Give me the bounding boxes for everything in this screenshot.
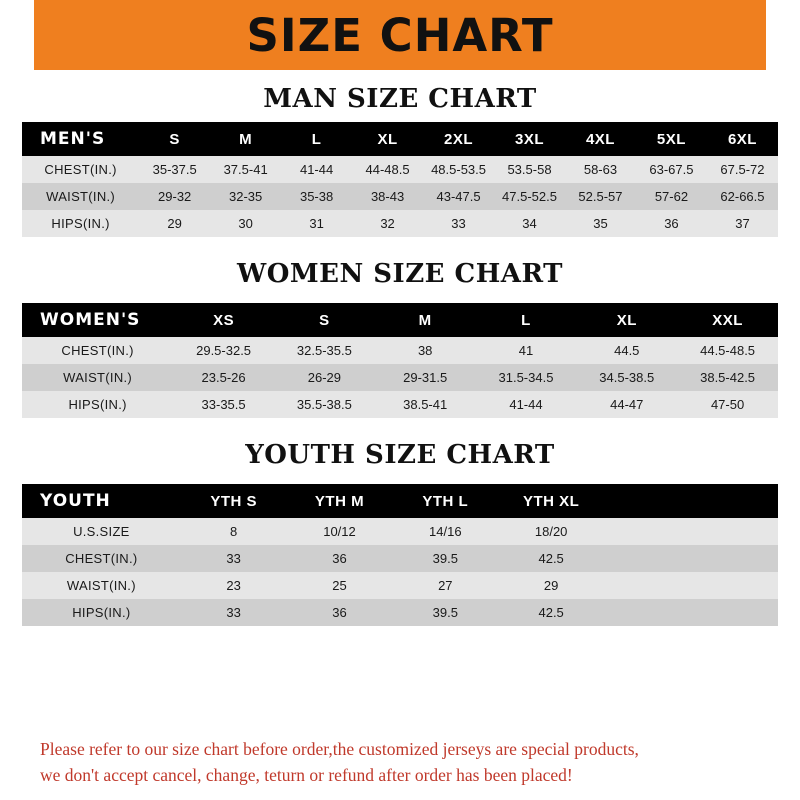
table-header-row [22,484,778,518]
men-size-table [22,122,778,237]
youth-chest-s: 33 [181,545,287,572]
table-row [22,210,778,237]
men-hips-l: 31 [281,210,352,237]
men-waist-2xl: 43-47.5 [423,183,494,210]
women-hips-label: HIPS(IN.) [22,391,173,418]
men-header-4xl: 4XL [565,122,636,156]
women-header-l: L [476,303,577,337]
youth-waist-label: WAIST(IN.) [22,572,181,599]
table-row [22,545,778,572]
men-waist-3xl: 47.5-52.5 [494,183,565,210]
women-chest-xxl: 44.5-48.5 [677,337,778,364]
page-title: SIZE CHART [246,8,554,62]
table-row [22,391,778,418]
men-waist-label: WAIST(IN.) [22,183,139,210]
women-waist-xs: 23.5-26 [173,364,274,391]
footer-line-1: Please refer to our size chart before order,the customized jerseys are special products, [40,739,639,760]
women-header-xxl: XXL [677,303,778,337]
youth-waist-xl: 29 [498,572,604,599]
men-chest-s: 35-37.5 [139,156,210,183]
men-hips-xl: 32 [352,210,423,237]
women-waist-s: 26-29 [274,364,375,391]
women-size-table [22,303,778,418]
youth-ussize-l: 14/16 [392,518,498,545]
women-chest-label: CHEST(IN.) [22,337,173,364]
men-waist-s: 29-32 [139,183,210,210]
men-hips-m: 30 [210,210,281,237]
youth-header-label: YOUTH [22,484,181,518]
youth-waist-s: 23 [181,572,287,599]
women-waist-xl: 34.5-38.5 [576,364,677,391]
women-header-s: S [274,303,375,337]
women-header-m: M [375,303,476,337]
women-hips-xl: 44-47 [576,391,677,418]
header-band [0,0,800,70]
youth-header-l: YTH L [392,484,498,518]
table-row [22,572,778,599]
youth-chest-l: 39.5 [392,545,498,572]
table-row [22,364,778,391]
men-header-2xl: 2XL [423,122,494,156]
men-waist-5xl: 57-62 [636,183,707,210]
table-row [22,599,778,626]
youth-ussize-m: 10/12 [287,518,393,545]
youth-chest-m: 36 [287,545,393,572]
men-hips-6xl: 37 [707,210,778,237]
youth-ussize-label: U.S.SIZE [22,518,181,545]
men-waist-xl: 38-43 [352,183,423,210]
men-chest-m: 37.5-41 [210,156,281,183]
youth-hips-blank [604,599,778,626]
women-chest-s: 32.5-35.5 [274,337,375,364]
women-hips-s: 35.5-38.5 [274,391,375,418]
table-row [22,183,778,210]
table-header-row [22,122,778,156]
women-waist-xxl: 38.5-42.5 [677,364,778,391]
men-hips-s: 29 [139,210,210,237]
men-header-label: MEN'S [22,122,139,156]
table-row [22,518,778,545]
men-chest-2xl: 48.5-53.5 [423,156,494,183]
youth-chest-xl: 42.5 [498,545,604,572]
men-header-5xl: 5XL [636,122,707,156]
men-header-l: L [281,122,352,156]
men-chest-label: CHEST(IN.) [22,156,139,183]
table-row [22,337,778,364]
youth-waist-blank [604,572,778,599]
men-header-s: S [139,122,210,156]
youth-hips-label: HIPS(IN.) [22,599,181,626]
youth-header-m: YTH M [287,484,393,518]
men-waist-6xl: 62-66.5 [707,183,778,210]
men-chest-4xl: 58-63 [565,156,636,183]
youth-waist-m: 25 [287,572,393,599]
women-header-xl: XL [576,303,677,337]
table-header-row [22,303,778,337]
youth-ussize-xl: 18/20 [498,518,604,545]
women-waist-l: 31.5-34.5 [476,364,577,391]
women-header-label: WOMEN'S [22,303,173,337]
men-chest-3xl: 53.5-58 [494,156,565,183]
youth-hips-xl: 42.5 [498,599,604,626]
men-chest-5xl: 63-67.5 [636,156,707,183]
women-chest-m: 38 [375,337,476,364]
men-hips-label: HIPS(IN.) [22,210,139,237]
men-header-6xl: 6XL [707,122,778,156]
footer-line-2: we don't accept cancel, change, teturn or refund after order has been placed! [40,764,573,785]
table-row [22,156,778,183]
youth-ussize-blank [604,518,778,545]
women-header-xs: XS [173,303,274,337]
men-chest-xl: 44-48.5 [352,156,423,183]
women-hips-m: 38.5-41 [375,391,476,418]
men-hips-4xl: 35 [565,210,636,237]
men-hips-2xl: 33 [423,210,494,237]
header-right-margin [766,0,800,70]
youth-waist-l: 27 [392,572,498,599]
women-hips-xxl: 47-50 [677,391,778,418]
youth-size-table [22,484,778,626]
youth-section-title: YOUTH SIZE CHART [245,440,555,470]
youth-chest-blank [604,545,778,572]
women-chest-xl: 44.5 [576,337,677,364]
youth-hips-m: 36 [287,599,393,626]
youth-header-blank [604,484,778,518]
men-header-3xl: 3XL [494,122,565,156]
men-waist-4xl: 52.5-57 [565,183,636,210]
women-waist-label: WAIST(IN.) [22,364,173,391]
chart-content [0,70,800,800]
youth-ussize-s: 8 [181,518,287,545]
youth-header-xl: YTH XL [498,484,604,518]
men-hips-3xl: 34 [494,210,565,237]
men-header-xl: XL [352,122,423,156]
women-waist-m: 29-31.5 [375,364,476,391]
youth-hips-s: 33 [181,599,287,626]
women-hips-xs: 33-35.5 [173,391,274,418]
men-waist-m: 32-35 [210,183,281,210]
women-section-title: WOMEN SIZE CHART [237,259,563,289]
men-hips-5xl: 36 [636,210,707,237]
men-chest-6xl: 67.5-72 [707,156,778,183]
men-chest-l: 41-44 [281,156,352,183]
women-chest-l: 41 [476,337,577,364]
youth-header-s: YTH S [181,484,287,518]
women-hips-l: 41-44 [476,391,577,418]
men-waist-l: 35-38 [281,183,352,210]
youth-chest-label: CHEST(IN.) [22,545,181,572]
footer-note [22,727,778,800]
header-left-margin [0,0,34,70]
men-header-m: M [210,122,281,156]
youth-hips-l: 39.5 [392,599,498,626]
women-chest-xs: 29.5-32.5 [173,337,274,364]
men-section-title: MAN SIZE CHART [263,84,537,114]
